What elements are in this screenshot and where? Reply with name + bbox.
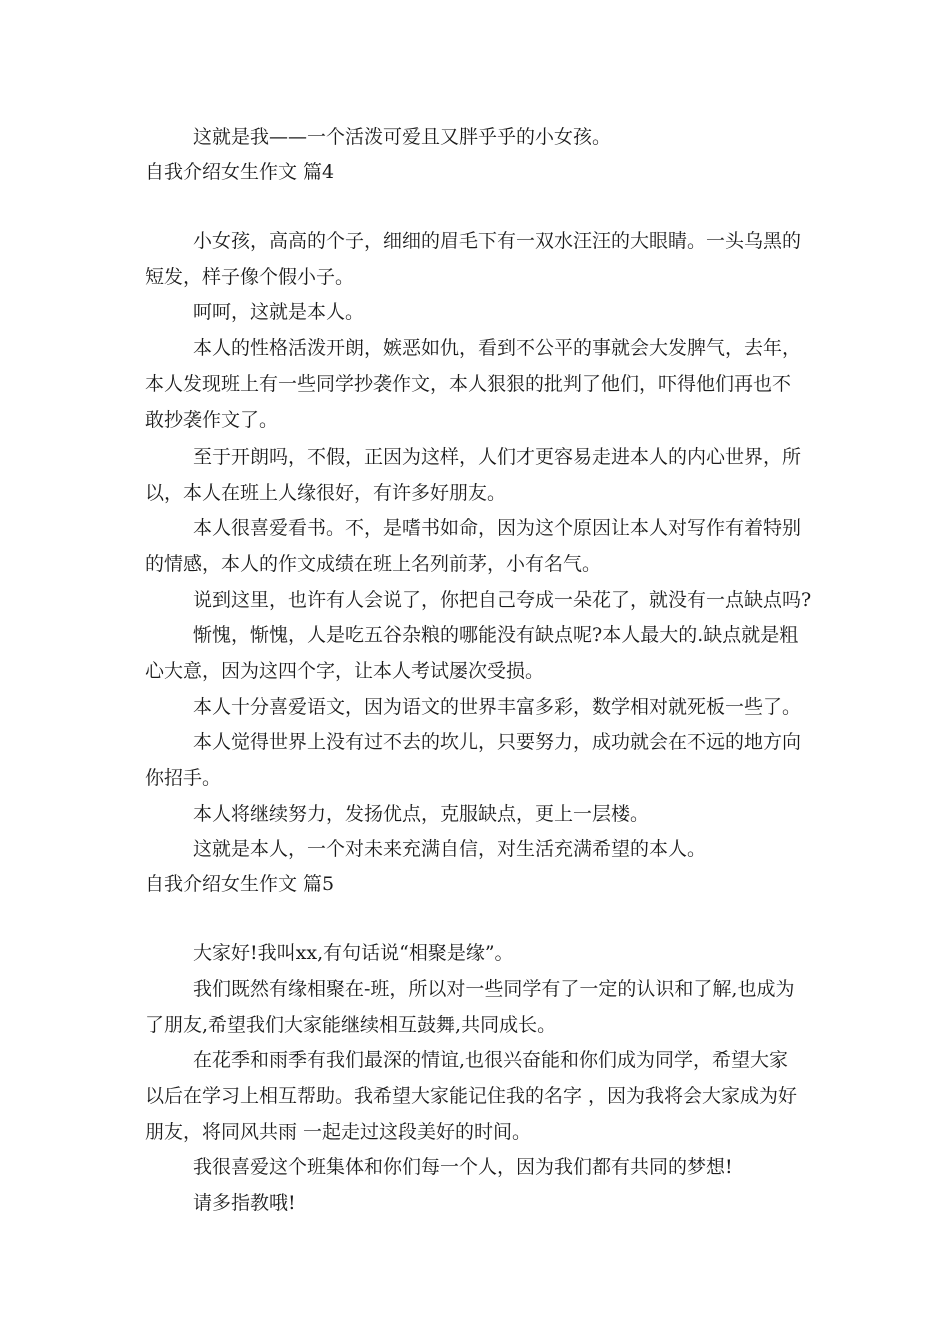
paragraph-line: 敢抄袭作文了。: [145, 409, 279, 431]
section-heading: 自我介绍女生作文 篇5: [145, 873, 335, 895]
paragraph-line: 以，本人在班上人缘很好，有许多好朋友。: [145, 482, 507, 504]
paragraph-line: 本人的性格活泼开朗，嫉恶如仇，看到不公平的事就会大发脾气，去年，: [193, 337, 802, 359]
paragraph-line: 我很喜爱这个班集体和你们每一个人，因为我们都有共同的梦想!: [193, 1156, 733, 1178]
paragraph-line: 心大意，因为这四个字，让本人考试屡次受损。: [145, 660, 545, 682]
paragraph-line: 这就是我——一个活泼可爱且又胖乎乎的小女孩。: [193, 126, 612, 148]
paragraph-line: 大家好!我叫xx,有句话说“相聚是缘”。: [193, 942, 514, 964]
paragraph-line: 朋友，将同风共雨 一起走过这段美好的时间。: [145, 1121, 532, 1143]
paragraph-line: 我们既然有缘相聚在-班，所以对一些同学有了一定的认识和了解,也成为: [193, 978, 795, 1000]
paragraph-line: 说到这里，也许有人会说了，你把自己夸成一朵花了，就没有一点缺点吗?: [193, 589, 812, 611]
paragraph-line: 在花季和雨季有我们最深的情谊,也很兴奋能和你们成为同学，希望大家: [193, 1049, 789, 1071]
paragraph-line: 请多指教哦!: [193, 1192, 296, 1214]
paragraph-line: 小女孩，高高的个子，细细的眉毛下有一双水汪汪的大眼睛。一头乌黑的: [193, 230, 802, 252]
paragraph-line: 本人十分喜爱语文，因为语文的世界丰富多彩，数学相对就死板一些了。: [193, 696, 802, 718]
paragraph-line: 你招手。: [145, 767, 222, 789]
paragraph-line: 的情感，本人的作文成绩在班上名列前茅，小有名气。: [145, 553, 602, 575]
paragraph-line: 这就是本人，一个对未来充满自信，对生活充满希望的本人。: [193, 838, 707, 860]
paragraph-line: 本人很喜爱看书。不，是嗜书如命，因为这个原因让本人对写作有着特别: [193, 517, 802, 539]
paragraph-line: 本人发现班上有一些同学抄袭作文，本人狠狠的批判了他们，吓得他们再也不: [145, 373, 792, 395]
paragraph-line: 至于开朗吗，不假，正因为这样，人们才更容易走进本人的内心世界，所: [193, 446, 802, 468]
paragraph-line: 以后在学习上相互帮助。我希望大家能记住我的名字 ，因为我将会大家成为好: [145, 1085, 798, 1107]
paragraph-line: 了朋友,希望我们大家能继续相互鼓舞,共同成长。: [145, 1014, 557, 1036]
paragraph-line: 短发，样子像个假小子。: [145, 266, 355, 288]
paragraph-line: 呵呵，这就是本人。: [193, 301, 365, 323]
section-heading: 自我介绍女生作文 篇4: [145, 161, 335, 183]
paragraph-line: 本人将继续努力，发扬优点，克服缺点，更上一层楼。: [193, 803, 650, 825]
paragraph-line: 本人觉得世界上没有过不去的坎儿，只要努力，成功就会在不远的地方向: [193, 731, 802, 753]
paragraph-line: 惭愧，惭愧，人是吃五谷杂粮的哪能没有缺点呢?本人最大的.缺点就是粗: [193, 624, 799, 646]
